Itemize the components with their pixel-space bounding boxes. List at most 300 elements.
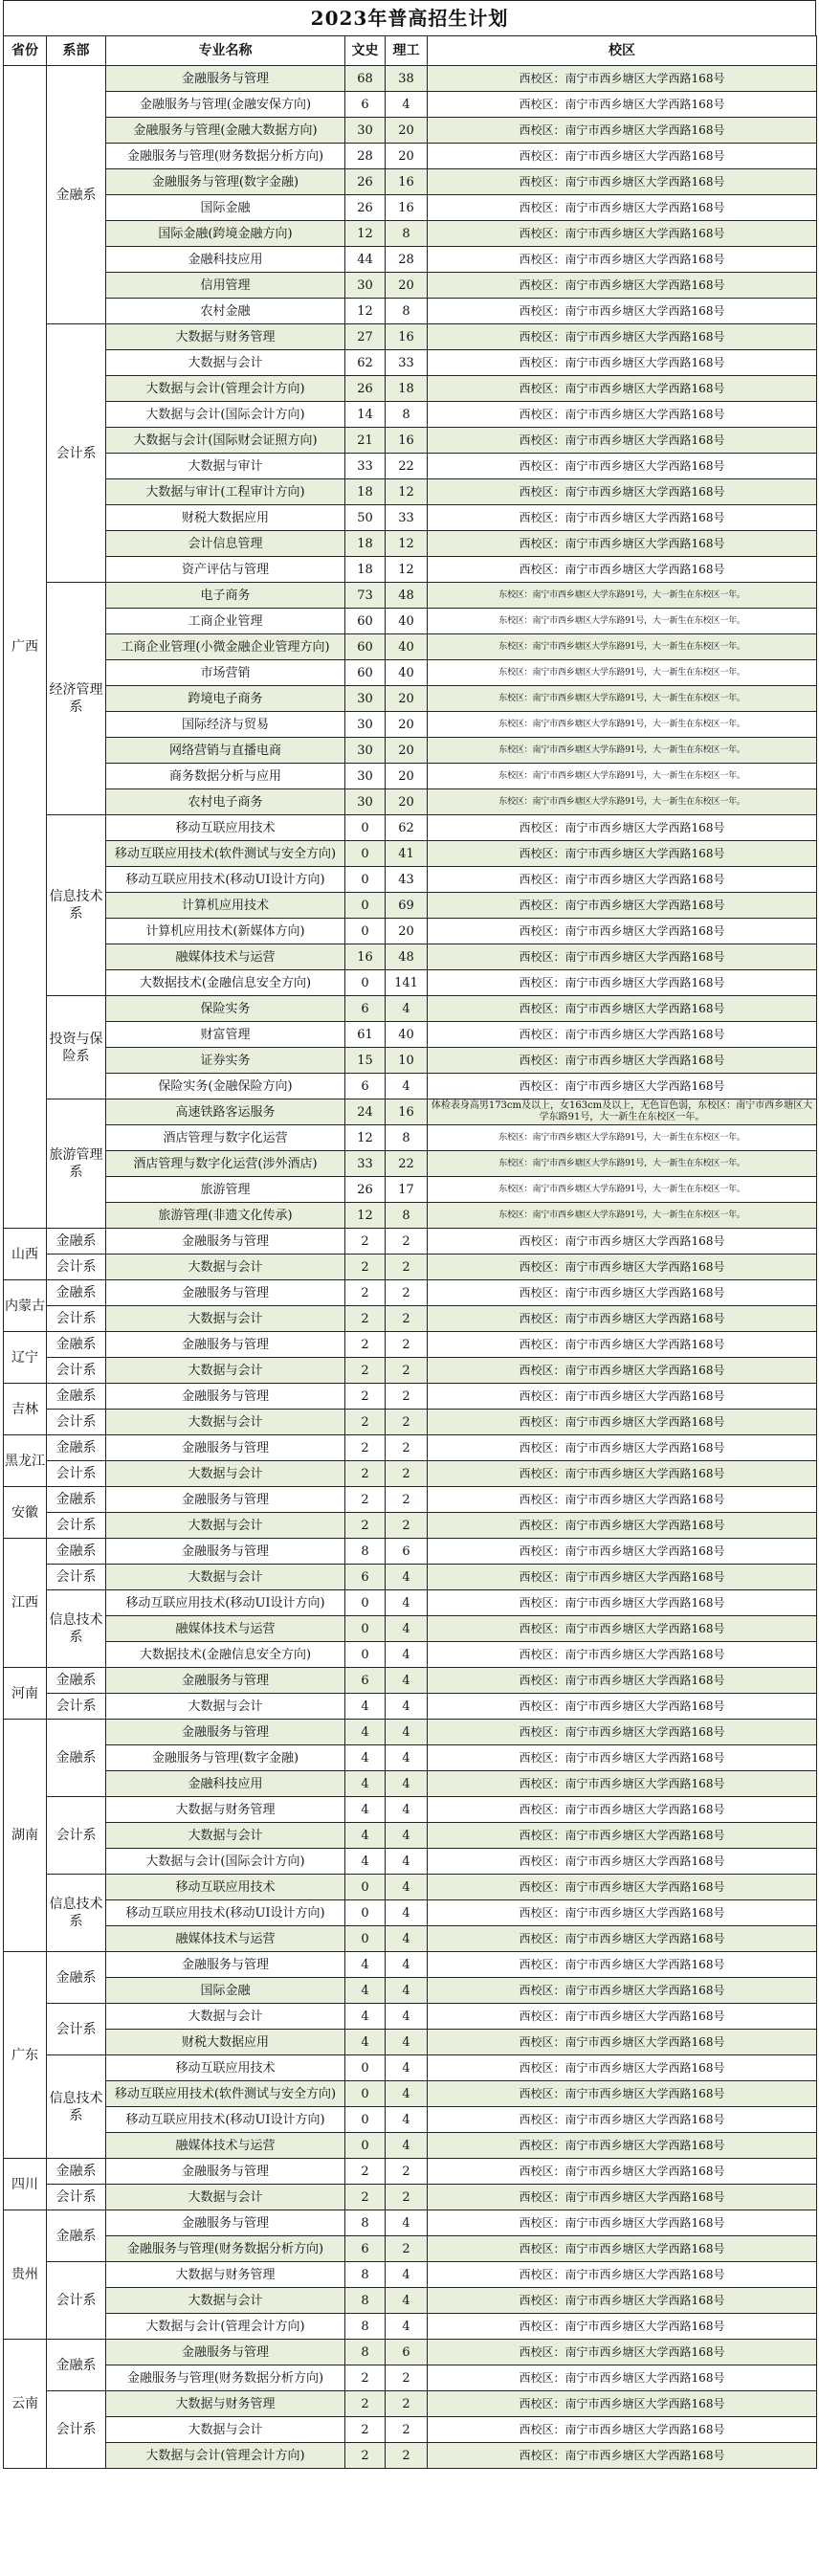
campus-cell: 西校区：南宁市西乡塘区大学西路168号 xyxy=(428,919,817,944)
science-quota-cell: 4 xyxy=(386,2081,428,2107)
major-name-cell: 大数据与会计 xyxy=(106,2417,345,2443)
campus-cell: 西校区：南宁市西乡塘区大学西路168号 xyxy=(428,815,817,841)
liberal-arts-quota-cell: 0 xyxy=(345,815,386,841)
department-cell: 信息技术系 xyxy=(47,1875,106,1952)
major-name-cell: 大数据与会计 xyxy=(106,2004,345,2030)
major-name-cell: 金融服务与管理(金融安保方向) xyxy=(106,92,345,118)
table-row xyxy=(4,2417,817,2443)
liberal-arts-quota-cell: 0 xyxy=(345,1900,386,1926)
table-row xyxy=(4,66,817,92)
liberal-arts-quota-cell: 33 xyxy=(345,1151,386,1177)
table-row xyxy=(4,376,817,402)
table-row xyxy=(4,1151,817,1177)
liberal-arts-quota-cell: 0 xyxy=(345,970,386,996)
liberal-arts-quota-cell: 2 xyxy=(345,1229,386,1255)
table-row xyxy=(4,2081,817,2107)
liberal-arts-quota-cell: 2 xyxy=(345,1410,386,1435)
province-cell: 江西 xyxy=(4,1539,47,1668)
liberal-arts-quota-cell: 6 xyxy=(345,1074,386,1099)
liberal-arts-quota-cell: 26 xyxy=(345,376,386,402)
science-quota-cell: 2 xyxy=(386,1255,428,1280)
major-name-cell: 财富管理 xyxy=(106,1022,345,1048)
science-quota-cell: 8 xyxy=(386,299,428,324)
science-quota-cell: 2 xyxy=(386,1384,428,1410)
campus-cell: 西校区：南宁市西乡塘区大学西路168号 xyxy=(428,92,817,118)
department-cell: 金融系 xyxy=(47,1229,106,1255)
campus-cell: 西校区：南宁市西乡塘区大学西路168号 xyxy=(428,1229,817,1255)
province-cell: 河南 xyxy=(4,1668,47,1720)
liberal-arts-quota-cell: 0 xyxy=(345,919,386,944)
major-name-cell: 金融服务与管理 xyxy=(106,66,345,92)
table-row xyxy=(4,1435,817,1461)
campus-cell: 东校区：南宁市西乡塘区大学东路91号，大一新生在东校区一年。 xyxy=(428,789,817,815)
liberal-arts-quota-cell: 0 xyxy=(345,841,386,867)
campus-cell: 西校区：南宁市西乡塘区大学西路168号 xyxy=(428,867,817,893)
major-name-cell: 金融科技应用 xyxy=(106,247,345,273)
liberal-arts-quota-cell: 6 xyxy=(345,92,386,118)
liberal-arts-quota-cell: 2 xyxy=(345,1487,386,1513)
table-row xyxy=(4,1590,817,1616)
major-name-cell: 金融服务与管理 xyxy=(106,1720,345,1745)
science-quota-cell: 4 xyxy=(386,1900,428,1926)
table-row xyxy=(4,247,817,273)
campus-cell: 东校区：南宁市西乡塘区大学东路91号，大一新生在东校区一年。 xyxy=(428,712,817,738)
table-row xyxy=(4,144,817,169)
major-name-cell: 移动互联应用技术(软件测试与安全方向) xyxy=(106,2081,345,2107)
major-name-cell: 旅游管理 xyxy=(106,1177,345,1203)
table-row xyxy=(4,2055,817,2081)
province-cell: 广西 xyxy=(4,66,47,1229)
campus-cell: 西校区：南宁市西乡塘区大学西路168号 xyxy=(428,1694,817,1720)
major-name-cell: 国际经济与贸易 xyxy=(106,712,345,738)
table-row xyxy=(4,1694,817,1720)
campus-cell: 西校区：南宁市西乡塘区大学西路168号 xyxy=(428,1720,817,1745)
campus-cell: 西校区：南宁市西乡塘区大学西路168号 xyxy=(428,944,817,970)
header-liberal-arts: 文史 xyxy=(345,36,386,66)
science-quota-cell: 17 xyxy=(386,1177,428,1203)
campus-cell: 西校区：南宁市西乡塘区大学西路168号 xyxy=(428,299,817,324)
table-row xyxy=(4,1900,817,1926)
science-quota-cell: 4 xyxy=(386,2055,428,2081)
header-department: 系部 xyxy=(47,36,106,66)
liberal-arts-quota-cell: 0 xyxy=(345,893,386,919)
liberal-arts-quota-cell: 18 xyxy=(345,479,386,505)
science-quota-cell: 4 xyxy=(386,1616,428,1642)
table-row xyxy=(4,1048,817,1074)
campus-cell: 东校区：南宁市西乡塘区大学东路91号，大一新生在东校区一年。 xyxy=(428,1125,817,1151)
science-quota-cell: 4 xyxy=(386,2314,428,2340)
table-row xyxy=(4,479,817,505)
liberal-arts-quota-cell: 68 xyxy=(345,66,386,92)
liberal-arts-quota-cell: 62 xyxy=(345,350,386,376)
campus-cell: 西校区：南宁市西乡塘区大学西路168号 xyxy=(428,1926,817,1952)
major-name-cell: 财税大数据应用 xyxy=(106,2030,345,2055)
table-row xyxy=(4,764,817,789)
province-cell: 贵州 xyxy=(4,2210,47,2340)
major-name-cell: 金融服务与管理(财务数据分析方向) xyxy=(106,2236,345,2262)
campus-cell: 西校区：南宁市西乡塘区大学西路168号 xyxy=(428,2314,817,2340)
liberal-arts-quota-cell: 12 xyxy=(345,1203,386,1229)
department-cell: 会计系 xyxy=(47,1410,106,1435)
province-cell: 辽宁 xyxy=(4,1332,47,1384)
campus-cell: 西校区：南宁市西乡塘区大学西路168号 xyxy=(428,2133,817,2159)
campus-cell: 西校区：南宁市西乡塘区大学西路168号 xyxy=(428,970,817,996)
campus-cell: 东校区：南宁市西乡塘区大学东路91号，大一新生在东校区一年。 xyxy=(428,1177,817,1203)
science-quota-cell: 2 xyxy=(386,1306,428,1332)
major-name-cell: 大数据与会计 xyxy=(106,1410,345,1435)
campus-cell: 西校区：南宁市西乡塘区大学西路168号 xyxy=(428,1745,817,1771)
province-cell: 湖南 xyxy=(4,1720,47,1952)
major-name-cell: 大数据技术(金融信息安全方向) xyxy=(106,1642,345,1668)
campus-cell: 西校区：南宁市西乡塘区大学西路168号 xyxy=(428,2262,817,2288)
table-row xyxy=(4,789,817,815)
science-quota-cell: 16 xyxy=(386,169,428,195)
campus-cell: 西校区：南宁市西乡塘区大学西路168号 xyxy=(428,350,817,376)
campus-cell: 西校区：南宁市西乡塘区大学西路168号 xyxy=(428,1565,817,1590)
liberal-arts-quota-cell: 33 xyxy=(345,454,386,479)
major-name-cell: 国际金融 xyxy=(106,195,345,221)
province-cell: 广东 xyxy=(4,1952,47,2159)
science-quota-cell: 22 xyxy=(386,454,428,479)
major-name-cell: 会计信息管理 xyxy=(106,531,345,557)
department-cell: 会计系 xyxy=(47,1565,106,1590)
department-cell: 会计系 xyxy=(47,2391,106,2469)
liberal-arts-quota-cell: 2 xyxy=(345,1461,386,1487)
major-name-cell: 高速铁路客运服务 xyxy=(106,1099,345,1125)
table-row xyxy=(4,738,817,764)
table-row xyxy=(4,1745,817,1771)
liberal-arts-quota-cell: 6 xyxy=(345,996,386,1022)
major-name-cell: 金融服务与管理(数字金融) xyxy=(106,169,345,195)
campus-cell: 东校区：南宁市西乡塘区大学东路91号，大一新生在东校区一年。 xyxy=(428,1203,817,1229)
science-quota-cell: 48 xyxy=(386,583,428,609)
table-row xyxy=(4,1099,817,1125)
science-quota-cell: 2 xyxy=(386,1461,428,1487)
science-quota-cell: 2 xyxy=(386,1487,428,1513)
liberal-arts-quota-cell: 24 xyxy=(345,1099,386,1125)
science-quota-cell: 8 xyxy=(386,1203,428,1229)
table-row xyxy=(4,2030,817,2055)
table-row xyxy=(4,660,817,686)
campus-cell: 西校区：南宁市西乡塘区大学西路168号 xyxy=(428,1875,817,1900)
science-quota-cell: 62 xyxy=(386,815,428,841)
science-quota-cell: 20 xyxy=(386,919,428,944)
table-row xyxy=(4,273,817,299)
campus-cell: 西校区：南宁市西乡塘区大学西路168号 xyxy=(428,169,817,195)
campus-cell: 西校区：南宁市西乡塘区大学西路168号 xyxy=(428,1849,817,1875)
science-quota-cell: 4 xyxy=(386,1849,428,1875)
department-cell: 金融系 xyxy=(47,1280,106,1306)
campus-cell: 东校区：南宁市西乡塘区大学东路91号，大一新生在东校区一年。 xyxy=(428,660,817,686)
liberal-arts-quota-cell: 2 xyxy=(345,1513,386,1539)
table-row xyxy=(4,1461,817,1487)
campus-cell: 西校区：南宁市西乡塘区大学西路168号 xyxy=(428,2288,817,2314)
liberal-arts-quota-cell: 2 xyxy=(345,2365,386,2391)
science-quota-cell: 4 xyxy=(386,1952,428,1978)
major-name-cell: 金融服务与管理 xyxy=(106,2159,345,2185)
department-cell: 金融系 xyxy=(47,1332,106,1358)
major-name-cell: 大数据与会计(国际会计方向) xyxy=(106,1849,345,1875)
liberal-arts-quota-cell: 0 xyxy=(345,2107,386,2133)
campus-cell: 西校区：南宁市西乡塘区大学西路168号 xyxy=(428,1306,817,1332)
campus-cell: 西校区：南宁市西乡塘区大学西路168号 xyxy=(428,66,817,92)
major-name-cell: 大数据与会计 xyxy=(106,350,345,376)
science-quota-cell: 6 xyxy=(386,1539,428,1565)
liberal-arts-quota-cell: 4 xyxy=(345,1978,386,2004)
liberal-arts-quota-cell: 30 xyxy=(345,273,386,299)
campus-cell: 西校区：南宁市西乡塘区大学西路168号 xyxy=(428,1384,817,1410)
table-row xyxy=(4,1539,817,1565)
liberal-arts-quota-cell: 28 xyxy=(345,144,386,169)
liberal-arts-quota-cell: 60 xyxy=(345,660,386,686)
major-name-cell: 网络营销与直播电商 xyxy=(106,738,345,764)
department-cell: 会计系 xyxy=(47,2262,106,2340)
campus-cell: 西校区：南宁市西乡塘区大学西路168号 xyxy=(428,1900,817,1926)
major-name-cell: 融媒体技术与运营 xyxy=(106,2133,345,2159)
major-name-cell: 大数据与财务管理 xyxy=(106,2391,345,2417)
science-quota-cell: 41 xyxy=(386,841,428,867)
campus-cell: 西校区：南宁市西乡塘区大学西路168号 xyxy=(428,2340,817,2365)
major-name-cell: 移动互联应用技术 xyxy=(106,1875,345,1900)
liberal-arts-quota-cell: 6 xyxy=(345,2236,386,2262)
department-cell: 金融系 xyxy=(47,66,106,324)
liberal-arts-quota-cell: 8 xyxy=(345,2314,386,2340)
science-quota-cell: 4 xyxy=(386,2133,428,2159)
major-name-cell: 酒店管理与数字化运营(涉外酒店) xyxy=(106,1151,345,1177)
science-quota-cell: 20 xyxy=(386,686,428,712)
table-row xyxy=(4,1229,817,1255)
liberal-arts-quota-cell: 8 xyxy=(345,2340,386,2365)
campus-cell: 西校区：南宁市西乡塘区大学西路168号 xyxy=(428,1435,817,1461)
department-cell: 金融系 xyxy=(47,2340,106,2391)
table-row xyxy=(4,1487,817,1513)
major-name-cell: 金融服务与管理 xyxy=(106,1435,345,1461)
table-row xyxy=(4,1642,817,1668)
major-name-cell: 财税大数据应用 xyxy=(106,505,345,531)
table-row xyxy=(4,505,817,531)
table-row xyxy=(4,712,817,738)
major-name-cell: 跨境电子商务 xyxy=(106,686,345,712)
liberal-arts-quota-cell: 44 xyxy=(345,247,386,273)
major-name-cell: 金融服务与管理 xyxy=(106,1384,345,1410)
liberal-arts-quota-cell: 61 xyxy=(345,1022,386,1048)
science-quota-cell: 40 xyxy=(386,1022,428,1048)
table-row xyxy=(4,1978,817,2004)
science-quota-cell: 38 xyxy=(386,66,428,92)
province-cell: 吉林 xyxy=(4,1384,47,1435)
enrollment-table xyxy=(3,35,817,2469)
table-row xyxy=(4,2262,817,2288)
major-name-cell: 商务数据分析与应用 xyxy=(106,764,345,789)
campus-cell: 东校区：南宁市西乡塘区大学东路91号，大一新生在东校区一年。 xyxy=(428,634,817,660)
campus-cell: 西校区：南宁市西乡塘区大学西路168号 xyxy=(428,996,817,1022)
campus-cell: 西校区：南宁市西乡塘区大学西路168号 xyxy=(428,324,817,350)
science-quota-cell: 20 xyxy=(386,273,428,299)
liberal-arts-quota-cell: 6 xyxy=(345,1565,386,1590)
campus-cell: 西校区：南宁市西乡塘区大学西路168号 xyxy=(428,1823,817,1849)
table-row xyxy=(4,1797,817,1823)
liberal-arts-quota-cell: 60 xyxy=(345,609,386,634)
major-name-cell: 大数据与会计 xyxy=(106,1694,345,1720)
major-name-cell: 移动互联应用技术(移动UI设计方向) xyxy=(106,2107,345,2133)
science-quota-cell: 4 xyxy=(386,1590,428,1616)
science-quota-cell: 2 xyxy=(386,1280,428,1306)
department-cell: 金融系 xyxy=(47,1668,106,1694)
science-quota-cell: 4 xyxy=(386,1720,428,1745)
major-name-cell: 大数据与会计(国际会计方向) xyxy=(106,402,345,428)
major-name-cell: 移动互联应用技术(移动UI设计方向) xyxy=(106,867,345,893)
table-row xyxy=(4,2314,817,2340)
liberal-arts-quota-cell: 30 xyxy=(345,738,386,764)
liberal-arts-quota-cell: 2 xyxy=(345,2417,386,2443)
science-quota-cell: 4 xyxy=(386,1978,428,2004)
campus-cell: 西校区：南宁市西乡塘区大学西路168号 xyxy=(428,144,817,169)
table-header-row xyxy=(4,36,817,66)
major-name-cell: 移动互联应用技术(软件测试与安全方向) xyxy=(106,841,345,867)
science-quota-cell: 22 xyxy=(386,1151,428,1177)
major-name-cell: 金融服务与管理(数字金融) xyxy=(106,1745,345,1771)
campus-cell: 西校区：南宁市西乡塘区大学西路168号 xyxy=(428,454,817,479)
liberal-arts-quota-cell: 30 xyxy=(345,789,386,815)
campus-cell: 西校区：南宁市西乡塘区大学西路168号 xyxy=(428,1797,817,1823)
liberal-arts-quota-cell: 14 xyxy=(345,402,386,428)
science-quota-cell: 4 xyxy=(386,2288,428,2314)
major-name-cell: 金融服务与管理(财务数据分析方向) xyxy=(106,2365,345,2391)
department-cell: 金融系 xyxy=(47,1487,106,1513)
liberal-arts-quota-cell: 2 xyxy=(345,1435,386,1461)
table-row xyxy=(4,919,817,944)
table-row xyxy=(4,1720,817,1745)
campus-cell: 西校区：南宁市西乡塘区大学西路168号 xyxy=(428,1487,817,1513)
major-name-cell: 工商企业管理 xyxy=(106,609,345,634)
table-row xyxy=(4,1255,817,1280)
table-row xyxy=(4,2365,817,2391)
major-name-cell: 大数据与会计 xyxy=(106,1565,345,1590)
liberal-arts-quota-cell: 0 xyxy=(345,1590,386,1616)
table-row xyxy=(4,2159,817,2185)
table-row xyxy=(4,2391,817,2417)
liberal-arts-quota-cell: 4 xyxy=(345,2004,386,2030)
table-row xyxy=(4,1616,817,1642)
science-quota-cell: 20 xyxy=(386,738,428,764)
science-quota-cell: 2 xyxy=(386,1513,428,1539)
campus-cell: 西校区：南宁市西乡塘区大学西路168号 xyxy=(428,1642,817,1668)
science-quota-cell: 10 xyxy=(386,1048,428,1074)
liberal-arts-quota-cell: 26 xyxy=(345,169,386,195)
major-name-cell: 证券实务 xyxy=(106,1048,345,1074)
campus-cell: 东校区：南宁市西乡塘区大学东路91号，大一新生在东校区一年。 xyxy=(428,764,817,789)
table-row xyxy=(4,1565,817,1590)
table-row xyxy=(4,1513,817,1539)
liberal-arts-quota-cell: 0 xyxy=(345,2055,386,2081)
science-quota-cell: 48 xyxy=(386,944,428,970)
table-row xyxy=(4,169,817,195)
liberal-arts-quota-cell: 4 xyxy=(345,1797,386,1823)
department-cell: 金融系 xyxy=(47,1539,106,1565)
liberal-arts-quota-cell: 73 xyxy=(345,583,386,609)
table-row xyxy=(4,609,817,634)
science-quota-cell: 40 xyxy=(386,634,428,660)
major-name-cell: 金融服务与管理 xyxy=(106,1539,345,1565)
major-name-cell: 大数据与会计(管理会计方向) xyxy=(106,2443,345,2469)
campus-cell: 西校区：南宁市西乡塘区大学西路168号 xyxy=(428,2185,817,2210)
header-major: 专业名称 xyxy=(106,36,345,66)
campus-cell: 东校区：南宁市西乡塘区大学东路91号，大一新生在东校区一年。 xyxy=(428,686,817,712)
campus-cell: 东校区：南宁市西乡塘区大学东路91号，大一新生在东校区一年。 xyxy=(428,1151,817,1177)
table-row xyxy=(4,1410,817,1435)
science-quota-cell: 2 xyxy=(386,1229,428,1255)
major-name-cell: 大数据与会计 xyxy=(106,1823,345,1849)
major-name-cell: 大数据与会计 xyxy=(106,1513,345,1539)
table-row xyxy=(4,2133,817,2159)
liberal-arts-quota-cell: 2 xyxy=(345,1306,386,1332)
science-quota-cell: 141 xyxy=(386,970,428,996)
table-row xyxy=(4,1384,817,1410)
liberal-arts-quota-cell: 6 xyxy=(345,1668,386,1694)
liberal-arts-quota-cell: 12 xyxy=(345,1125,386,1151)
major-name-cell: 移动互联应用技术 xyxy=(106,2055,345,2081)
liberal-arts-quota-cell: 30 xyxy=(345,712,386,738)
major-name-cell: 计算机应用技术(新媒体方向) xyxy=(106,919,345,944)
table-row xyxy=(4,815,817,841)
table-row xyxy=(4,2288,817,2314)
major-name-cell: 信用管理 xyxy=(106,273,345,299)
table-row xyxy=(4,1125,817,1151)
major-name-cell: 金融服务与管理 xyxy=(106,1332,345,1358)
science-quota-cell: 4 xyxy=(386,1668,428,1694)
science-quota-cell: 4 xyxy=(386,1823,428,1849)
science-quota-cell: 2 xyxy=(386,2391,428,2417)
campus-cell: 西校区：南宁市西乡塘区大学西路168号 xyxy=(428,2391,817,2417)
department-cell: 信息技术系 xyxy=(47,1590,106,1668)
liberal-arts-quota-cell: 18 xyxy=(345,557,386,583)
major-name-cell: 市场营销 xyxy=(106,660,345,686)
major-name-cell: 移动互联应用技术 xyxy=(106,815,345,841)
campus-cell: 西校区：南宁市西乡塘区大学西路168号 xyxy=(428,1461,817,1487)
table-row xyxy=(4,2443,817,2469)
department-cell: 金融系 xyxy=(47,1384,106,1410)
liberal-arts-quota-cell: 30 xyxy=(345,118,386,144)
science-quota-cell: 4 xyxy=(386,1642,428,1668)
major-name-cell: 大数据与会计 xyxy=(106,1461,345,1487)
liberal-arts-quota-cell: 4 xyxy=(345,1771,386,1797)
campus-cell: 西校区：南宁市西乡塘区大学西路168号 xyxy=(428,376,817,402)
science-quota-cell: 4 xyxy=(386,1694,428,1720)
table-row xyxy=(4,1771,817,1797)
science-quota-cell: 20 xyxy=(386,144,428,169)
department-cell: 会计系 xyxy=(47,2185,106,2210)
campus-cell: 西校区：南宁市西乡塘区大学西路168号 xyxy=(428,1616,817,1642)
major-name-cell: 大数据与财务管理 xyxy=(106,1797,345,1823)
table-row xyxy=(4,2185,817,2210)
major-name-cell: 金融服务与管理 xyxy=(106,1487,345,1513)
liberal-arts-quota-cell: 8 xyxy=(345,2210,386,2236)
liberal-arts-quota-cell: 4 xyxy=(345,1952,386,1978)
enrollment-plan-sheet xyxy=(3,0,816,2469)
liberal-arts-quota-cell: 12 xyxy=(345,221,386,247)
campus-cell: 西校区：南宁市西乡塘区大学西路168号 xyxy=(428,2055,817,2081)
science-quota-cell: 2 xyxy=(386,2443,428,2469)
campus-cell: 西校区：南宁市西乡塘区大学西路168号 xyxy=(428,893,817,919)
liberal-arts-quota-cell: 0 xyxy=(345,1616,386,1642)
science-quota-cell: 20 xyxy=(386,712,428,738)
table-row xyxy=(4,970,817,996)
major-name-cell: 大数据与会计 xyxy=(106,2185,345,2210)
department-cell: 会计系 xyxy=(47,324,106,583)
campus-cell: 西校区：南宁市西乡塘区大学西路168号 xyxy=(428,2107,817,2133)
major-name-cell: 大数据与审计 xyxy=(106,454,345,479)
department-cell: 金融系 xyxy=(47,2210,106,2262)
